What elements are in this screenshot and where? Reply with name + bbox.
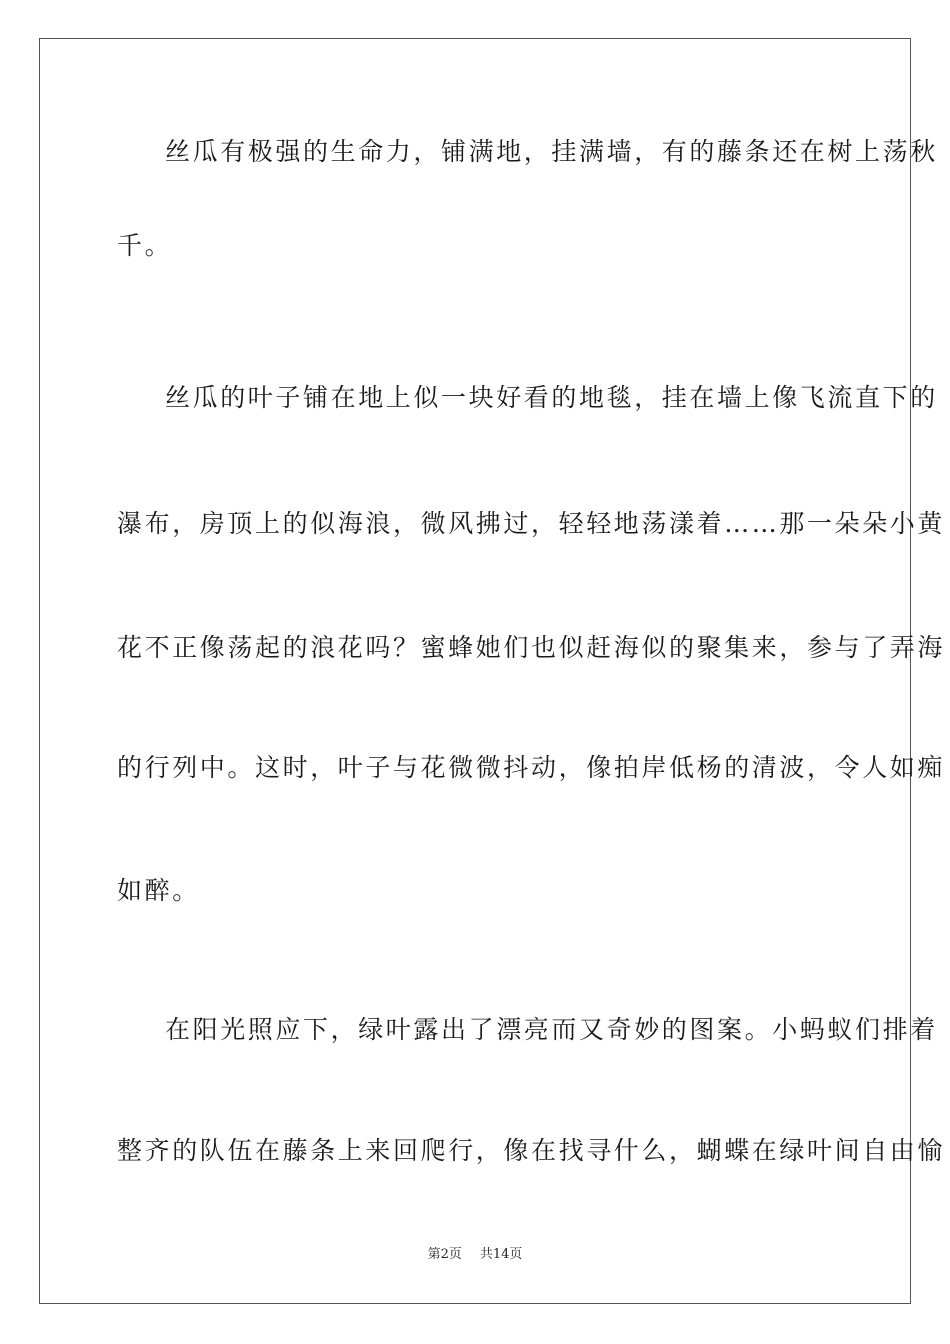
- text-line-5: 花不正像荡起的浪花吗？蜜蜂她们也似赶海似的聚集来，参与了弄海: [117, 633, 946, 662]
- text-line-6: 的行列中。这时，叶子与花微微抖动，像拍岸低杨的清波，令人如痴: [117, 753, 946, 782]
- page-total: 共14页: [479, 1247, 523, 1262]
- text-line-7: 如醉。: [117, 876, 200, 905]
- text-line-4: 瀑布，房顶上的似海浪，微风拂过，轻轻地荡漾着……那一朵朵小黄: [117, 509, 946, 538]
- text-line-9: 整齐的队伍在藤条上来回爬行，像在找寻什么，蝴蝶在绿叶间自由愉: [117, 1136, 946, 1165]
- page-footer: [0, 1246, 950, 1264]
- text-line-3: 丝瓜的叶子铺在地上似一块好看的地毯，挂在墙上像飞流直下的: [165, 383, 938, 412]
- text-line-1: 丝瓜有极强的生命力，铺满地，挂满墙，有的藤条还在树上荡秋: [165, 137, 938, 166]
- page-number: 第2页: [427, 1247, 462, 1262]
- text-line-8: 在阳光照应下，绿叶露出了漂亮而又奇妙的图案。小蚂蚁们排着: [165, 1015, 938, 1044]
- text-line-2: 千。: [117, 231, 173, 260]
